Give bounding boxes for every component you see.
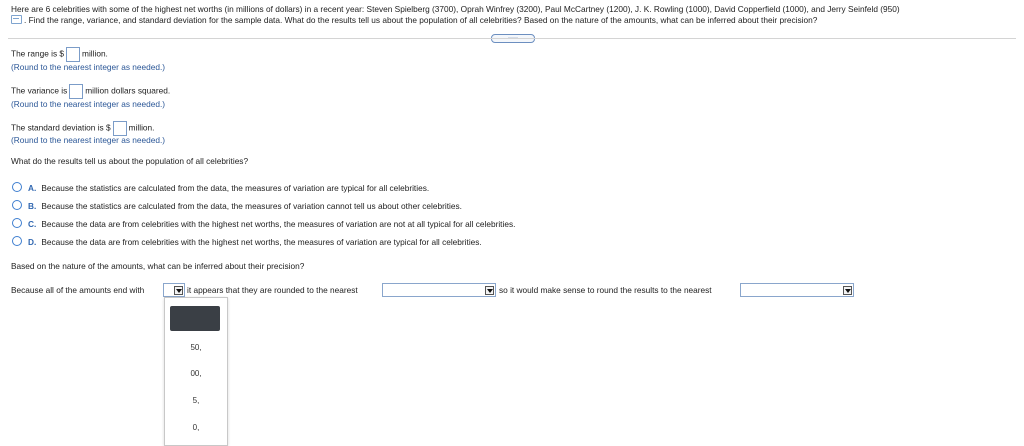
question-line-2 — [11, 15, 1016, 26]
range-input[interactable] — [66, 47, 80, 62]
option-d[interactable] — [12, 236, 482, 248]
question-line-1: Here are 6 celebrities with some of the highest net worths (in millions of dollars) in a recent year: Steven Spielberg (3700), Oprah Winfrey (3200), Paul McCartney (1200), J. K. Rowling (1000), David Copperfield (1000), and Jerry Seinfeld (950) — [11, 4, 900, 14]
ending-dropdown-menu — [164, 297, 228, 446]
option-b-text: Because the statistics are calculated from the data, the measures of variation cannot tell us about other celebrities. — [41, 201, 462, 211]
precision-part3: so it would make sense to round the results to the nearest — [499, 285, 712, 295]
dropdown-option-5[interactable]: 5, — [192, 396, 200, 405]
option-c[interactable] — [12, 218, 515, 230]
ending-dropdown[interactable] — [163, 283, 185, 297]
stdev-suffix: million. — [128, 122, 155, 133]
dropdown-option-00[interactable]: 00, — [190, 369, 202, 378]
option-c-text: Because the data are from celebrities with the highest net worths, the measures of variation are not at all typical for all celebrities. — [41, 219, 516, 229]
option-a-text: Because the statistics are calculated from the data, the measures of variation are typical for all celebrities. — [41, 183, 430, 193]
option-c-letter: C. — [28, 219, 37, 229]
round-results-dropdown[interactable] — [740, 283, 854, 297]
radio-b[interactable] — [12, 200, 22, 210]
population-question: What do the results tell us about the population of all celebrities? — [11, 156, 249, 166]
radio-c[interactable] — [12, 218, 22, 228]
precision-question: Based on the nature of the amounts, what can be inferred about their precision? — [11, 261, 305, 271]
variance-row — [11, 84, 170, 99]
dropdown-option-50[interactable]: 50, — [190, 343, 202, 352]
precision-part2: it appears that they are rounded to the nearest — [187, 285, 358, 295]
option-d-text: Because the data are from celebrities with the highest net worths, the measures of variation are typical for all celebrities. — [41, 237, 482, 247]
chevron-down-icon — [174, 286, 183, 295]
range-suffix: million. — [82, 48, 108, 59]
precision-part1: Because all of the amounts end with — [11, 285, 145, 295]
dropdown-option-0[interactable]: 0, — [192, 423, 200, 432]
divider — [8, 38, 1016, 39]
option-b-letter: B. — [28, 201, 37, 211]
option-d-letter: D. — [28, 237, 37, 247]
range-hint: (Round to the nearest integer as needed.) — [11, 62, 166, 72]
chevron-down-icon — [843, 286, 852, 295]
stdev-prefix: The standard deviation is $ — [11, 122, 111, 133]
range-prefix: The range is $ — [11, 48, 65, 59]
radio-a[interactable] — [12, 182, 22, 192]
range-row — [11, 47, 108, 62]
question-line-2-text: . Find the range, variance, and standard deviation for the sample data. What do the results tell us about the population of all celebrities? Based on the nature of the amounts, what can be inferred about their precision? — [24, 15, 818, 25]
data-table-icon[interactable] — [11, 15, 22, 24]
question-text — [11, 4, 1016, 26]
variance-input[interactable] — [69, 84, 83, 99]
variance-suffix: million dollars squared. — [85, 85, 171, 96]
variance-hint: (Round to the nearest integer as needed.) — [11, 99, 166, 109]
dropdown-selected-blank[interactable] — [170, 306, 220, 331]
option-b[interactable] — [12, 200, 462, 212]
stdev-hint: (Round to the nearest integer as needed.) — [11, 135, 166, 145]
radio-d[interactable] — [12, 236, 22, 246]
option-a-letter: A. — [28, 183, 37, 193]
chevron-down-icon — [485, 286, 494, 295]
variance-prefix: The variance is — [11, 85, 68, 96]
option-a[interactable] — [12, 182, 429, 194]
rounded-to-dropdown[interactable] — [382, 283, 496, 297]
